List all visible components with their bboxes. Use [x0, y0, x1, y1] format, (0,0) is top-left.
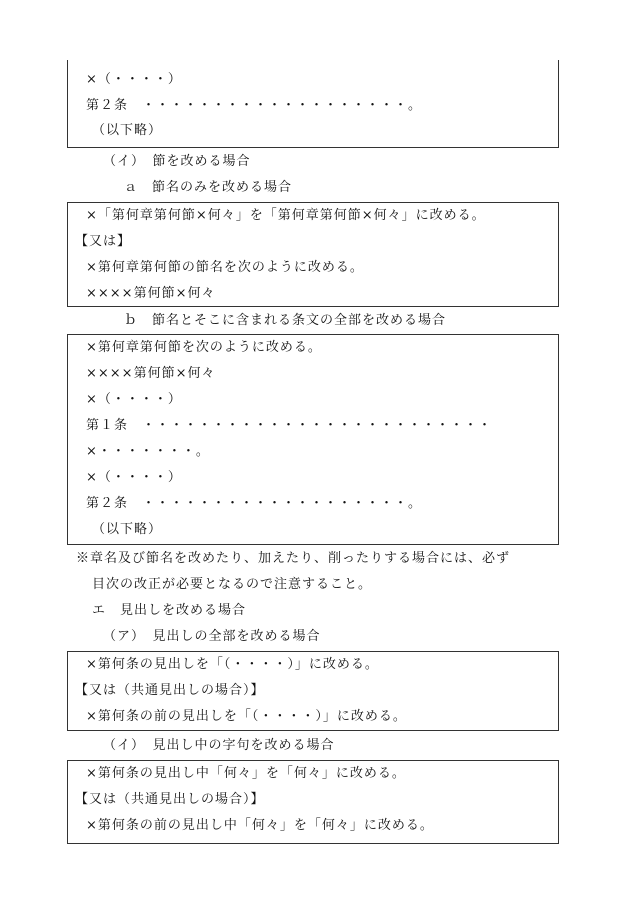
- box3-line-7: 第２条 ・・・・・・・・・・・・・・・・・・・。: [86, 496, 423, 511]
- example-box-3: [67, 334, 559, 545]
- box4-line-1: ×第何条の見出しを「（・・・・）」に改める。: [86, 657, 379, 672]
- box3-line-3: ×（・・・・）: [86, 392, 182, 407]
- box2-line-3: ×第何章第何節の節名を次のように改める。: [86, 260, 364, 275]
- example-box-2: [67, 202, 559, 307]
- box1-line-3: （以下略）: [92, 123, 163, 138]
- box3-line-8: （以下略）: [92, 522, 163, 537]
- box2-line-2: 【又は】: [75, 234, 132, 249]
- box4-line-2: 【又は（共通見出しの場合）】: [75, 683, 265, 698]
- box5-line-1: ×第何条の見出し中「何々」を「何々」に改める。: [86, 766, 406, 781]
- example-box-1: [67, 60, 559, 148]
- example-box-4: [67, 651, 559, 731]
- box3-line-2: ××××第何節×何々: [86, 366, 216, 381]
- box3-line-5: ×・・・・・・・。: [86, 444, 210, 459]
- heading-b: ｂ 節名とそこに含まれる条文の全部を改める場合: [124, 313, 447, 328]
- heading-a: ａ 節名のみを改める場合: [124, 180, 293, 195]
- box1-line-2: 第２条 ・・・・・・・・・・・・・・・・・・・。: [86, 98, 423, 113]
- box2-line-4: ××××第何節×何々: [86, 286, 216, 301]
- box1-line-1: ×（・・・・）: [86, 72, 182, 87]
- box5-line-3: ×第何条の前の見出し中「何々」を「何々」に改める。: [86, 818, 434, 833]
- box2-line-1: ×「第何章第何節×何々」を「第何章第何節×何々」に改める。: [86, 208, 486, 223]
- heading-section-i: （イ） 節を改める場合: [103, 154, 251, 169]
- example-box-5: [67, 760, 559, 844]
- note-line-2: 目次の改正が必要となるので注意すること。: [92, 577, 373, 592]
- box5-line-2: 【又は（共通見出しの場合）】: [75, 792, 265, 807]
- box3-line-6: ×（・・・・）: [86, 470, 182, 485]
- box3-line-4: 第１条 ・・・・・・・・・・・・・・・・・・・・・・・・・: [86, 418, 493, 433]
- heading-e: エ 見出しを改める場合: [92, 603, 247, 618]
- box4-line-3: ×第何条の前の見出しを「（・・・・）」に改める。: [86, 709, 407, 724]
- note-line-1: ※章名及び節名を改めたり、加えたり、削ったりする場合には、必ず: [76, 551, 511, 566]
- box3-line-1: ×第何章第何節を次のように改める。: [86, 340, 322, 355]
- heading-section-i-2: （イ） 見出し中の字句を改める場合: [103, 738, 335, 753]
- heading-section-a: （ア） 見出しの全部を改める場合: [103, 629, 321, 644]
